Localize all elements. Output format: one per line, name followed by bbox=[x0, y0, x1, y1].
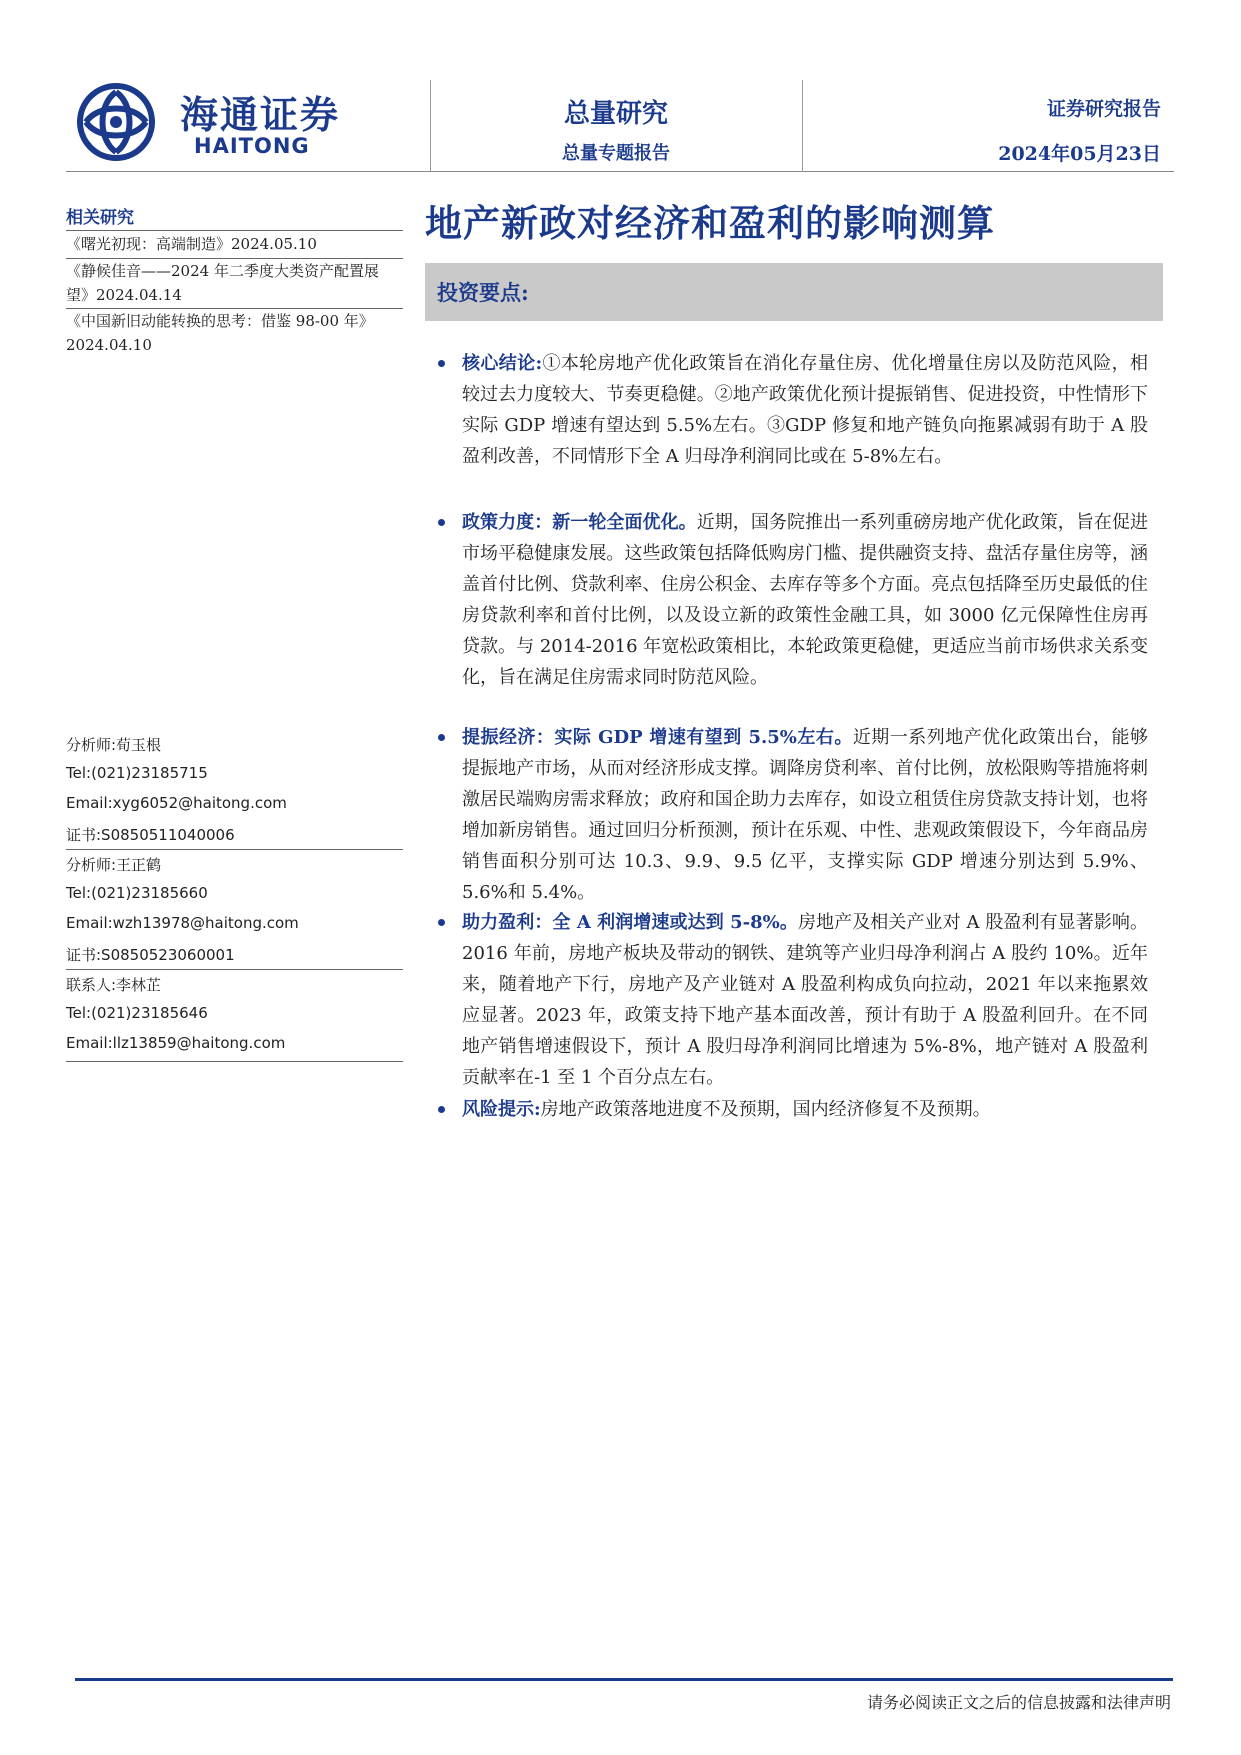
bullet-icon bbox=[438, 919, 445, 926]
header-divider bbox=[802, 80, 803, 172]
key-point bbox=[438, 1094, 1148, 1125]
key-points-bar bbox=[425, 263, 1163, 321]
divider bbox=[66, 1061, 403, 1062]
logo-english-text: HAITONG bbox=[194, 134, 310, 158]
key-point-lead: 政策力度：新一轮全面优化。 bbox=[462, 512, 697, 533]
key-points-label: 投资要点: bbox=[437, 280, 529, 305]
key-point-text: 近期，国务院推出一系列重磅房地产优化政策，旨在促进市场平稳健康发展。这些政策包括降低购房门槛、提供融资支持、盘活存量住房等，涵盖首付比例、贷款利率、住房公积金、去库存等多个方面。亮点包括降至历史最低的住房贷款利率和首付比例，以及设立新的政策性金融工具，如 3000 亿元保障性住房再贷款。与 2014-2016 年宽松政策相比，本轮政策更稳健，更适应当前市场供求关系变化，旨在满足住房需求同时防范风险。 bbox=[462, 512, 1148, 688]
bullet-icon bbox=[438, 519, 445, 526]
contact-name: 联系人:李林芷 bbox=[66, 976, 162, 994]
divider bbox=[66, 969, 403, 970]
report-subcategory: 总量专题报告 bbox=[562, 143, 670, 164]
haitong-emblem-icon bbox=[76, 82, 172, 162]
key-point-lead: 风险提示: bbox=[462, 1099, 541, 1120]
analyst-tel: Tel:(021)23185660 bbox=[66, 884, 208, 902]
contact-email[interactable]: Email:llz13859@haitong.com bbox=[66, 1034, 286, 1052]
company-logo bbox=[76, 82, 356, 162]
key-point-lead: 提振经济：实际 GDP 增速有望到 5.5%左右。 bbox=[462, 727, 853, 748]
analyst-email[interactable]: Email:wzh13978@haitong.com bbox=[66, 914, 299, 932]
contact-tel: Tel:(021)23185646 bbox=[66, 1004, 208, 1022]
analyst-tel: Tel:(021)23185715 bbox=[66, 764, 208, 782]
key-point-text: 房地产及相关产业对 A 股盈利有显著影响。2016 年前，房地产板块及带动的钢铁、建筑等产业归母净利润占 A 股约 10%。近年来，随着地产下行，房地产及产业链对 A 股盈利构成负向拉动，2021 年以来拖累效应显著。2023 年，政策支持下地产基本面改善，预计有助于 A 股盈利回升。在不同地产销售增速假设下，预计 A 股归母净利润同比增速为 5%-8%，地产链对 A 股盈利贡献率在-1 至 1 个百分点左右。 bbox=[462, 912, 1148, 1088]
key-point bbox=[438, 348, 1148, 472]
footer-rule bbox=[75, 1678, 1173, 1681]
bullet-icon bbox=[438, 734, 445, 741]
analyst-name: 分析师:荀玉根 bbox=[66, 736, 162, 754]
logo-chinese-text: 海通证券 bbox=[180, 92, 341, 137]
analyst-email[interactable]: Email:xyg6052@haitong.com bbox=[66, 794, 287, 812]
key-point bbox=[438, 907, 1148, 1093]
report-type: 证券研究报告 bbox=[1046, 98, 1161, 120]
key-point-lead: 助力盈利：全 A 利润增速或达到 5-8%。 bbox=[462, 912, 798, 933]
analyst-cert: 证书:S0850523060001 bbox=[66, 946, 235, 964]
key-point bbox=[438, 722, 1148, 908]
related-item[interactable]: 《静候佳音——2024 年二季度大类资产配置展望》2024.04.14 bbox=[66, 262, 379, 304]
bullet-icon bbox=[438, 360, 445, 367]
analyst-name: 分析师:王正鹤 bbox=[66, 856, 162, 874]
related-research-heading: 相关研究 bbox=[66, 208, 134, 228]
key-point-text: 房地产政策落地进度不及预期，国内经济修复不及预期。 bbox=[540, 1099, 991, 1120]
key-point-text: ①本轮房地产优化政策旨在消化存量住房、优化增量住房以及防范风险，相较过去力度较大、节奏更稳健。②地产政策优化预计提振销售、促进投资，中性情形下实际 GDP 增速有望达到 5.5%左右。③GDP 修复和地产链负向拖累减弱有助于 A 股盈利改善，不同情形下全 A 归母净利润同比或在 5-8%左右。 bbox=[462, 353, 1148, 467]
related-item[interactable]: 《曙光初现：高端制造》2024.05.10 bbox=[66, 235, 317, 253]
bullet-icon bbox=[438, 1106, 445, 1113]
divider bbox=[66, 230, 403, 231]
report-title: 地产新政对经济和盈利的影响测算 bbox=[425, 201, 995, 245]
header-rule bbox=[66, 171, 1174, 172]
report-category: 总量研究 bbox=[563, 99, 668, 129]
related-item[interactable]: 《中国新旧动能转换的思考：借鉴 98-00 年》2024.04.10 bbox=[66, 312, 374, 354]
footer-disclaimer: 请务必阅读正文之后的信息披露和法律声明 bbox=[866, 1693, 1171, 1712]
key-point-text: 近期一系列地产优化政策出台，能够提振地产市场，从而对经济形成支撑。调降房贷利率、首付比例，放松限购等措施将刺激居民端购房需求释放；政府和国企助力去库存，如设立租赁住房贷款支持计划，也将增加新房销售。通过回归分析预测，预计在乐观、中性、悲观政策假设下，今年商品房销售面积分别可达 10.3、9.9、9.5 亿平，支撑实际 GDP 增速分别达到 5.9%、5.6%和 5.4%。 bbox=[462, 727, 1149, 903]
analyst-cert: 证书:S0850511040006 bbox=[66, 826, 235, 844]
report-date: 2024年05月23日 bbox=[998, 143, 1161, 165]
key-point bbox=[438, 507, 1148, 693]
key-point-lead: 核心结论: bbox=[462, 353, 543, 374]
divider bbox=[66, 849, 403, 850]
